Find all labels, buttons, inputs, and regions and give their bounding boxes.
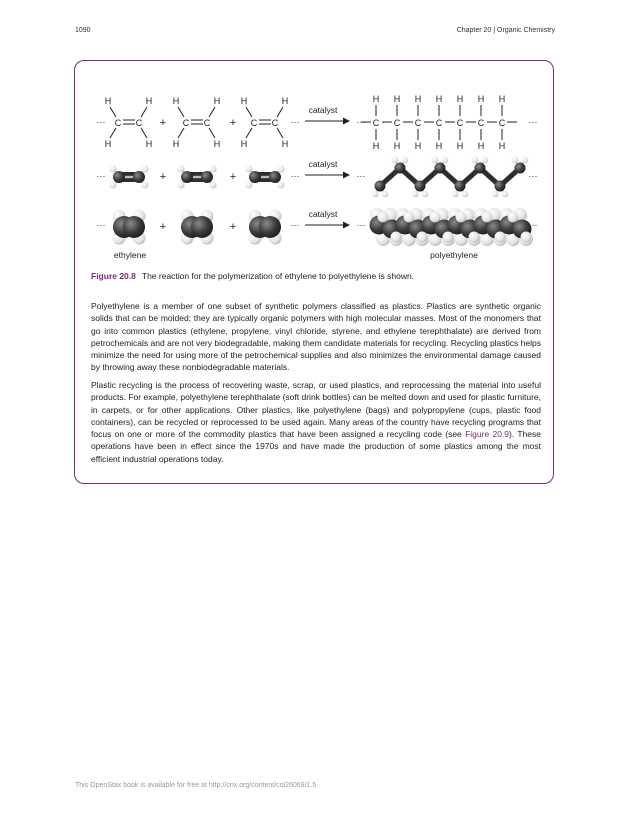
figure-box bbox=[74, 60, 554, 484]
figure-caption-label: Figure 20.8 bbox=[91, 271, 136, 281]
hydrogen-atom: H bbox=[393, 141, 401, 151]
hydrogen-atom bbox=[178, 166, 185, 173]
ellipsis: ··· bbox=[290, 171, 300, 181]
svg-text:H: H bbox=[213, 96, 221, 106]
hydrogen-atom bbox=[452, 191, 459, 198]
ellipsis: ··· bbox=[356, 171, 366, 181]
svg-text:C: C bbox=[271, 118, 279, 128]
carbon-atom: C bbox=[393, 118, 401, 128]
carbon-atom bbox=[133, 171, 145, 183]
svg-text:H: H bbox=[240, 96, 248, 106]
hydrogen-atom bbox=[462, 191, 469, 198]
carbon-atom: C bbox=[477, 118, 485, 128]
carbon-atom bbox=[191, 216, 213, 238]
svg-text:H: H bbox=[281, 139, 289, 149]
svg-text:H: H bbox=[104, 96, 112, 106]
hydrogen-atom bbox=[472, 157, 479, 164]
hydrogen-atom: H bbox=[372, 94, 380, 104]
hydrogen-atom bbox=[417, 232, 428, 243]
hydrogen-atom: H bbox=[477, 94, 485, 104]
carbon-atom: C bbox=[456, 118, 464, 128]
svg-text:C: C bbox=[135, 118, 143, 128]
hydrogen-atom bbox=[372, 191, 379, 198]
polyethylene-ball-stick bbox=[372, 157, 529, 198]
hydrogen-atom bbox=[443, 232, 454, 243]
ethylene-label: ethylene bbox=[113, 250, 147, 260]
svg-text:H: H bbox=[172, 139, 180, 149]
hydrogen-atom bbox=[422, 191, 429, 198]
hydrogen-atom: H bbox=[498, 141, 506, 151]
hydrogen-atom bbox=[432, 157, 439, 164]
catalyst-label: catalyst bbox=[308, 105, 338, 115]
plus-sign: + bbox=[229, 117, 237, 129]
hydrogen-atom: H bbox=[414, 141, 422, 151]
polymerization-figure bbox=[87, 91, 547, 271]
footer-text: This OpenStax book is available for free at http://cnx.org/content/col26069/1.5 bbox=[75, 782, 317, 789]
svg-text:H: H bbox=[172, 96, 180, 106]
ethylene-structure bbox=[173, 96, 221, 149]
carbon-atom: C bbox=[498, 118, 506, 128]
carbon-atom bbox=[415, 181, 426, 192]
plus-sign: + bbox=[159, 117, 167, 129]
ethylene-space-filling bbox=[181, 210, 214, 245]
carbon-atom bbox=[113, 171, 125, 183]
hydrogen-atom bbox=[442, 157, 449, 164]
body-paragraph: Polyethylene is a member of one subset of synthetic polymers classified as plastics. Plastics are synthetic organic solids that can be molded; they are typically organic polymers with high molecular masses. Most of the monomers that go into common plastics (ethylene, propylene, vinyl chloride, styrene, and ethylene terephthalate) are derived from petrochemicals and are not very biodegradable, making them candidate materials for recycling. Recycling plastics helps minimize the need for using more of the petrochemical supplies and also minimizes the environmental damage caused by throwing away these nonbiodegradable materials. bbox=[91, 301, 541, 373]
ethylene-structure bbox=[241, 96, 289, 149]
carbon-atom bbox=[495, 181, 506, 192]
plus-sign: + bbox=[159, 221, 167, 233]
plus-sign: + bbox=[229, 171, 237, 183]
hydrogen-atom bbox=[495, 232, 506, 243]
figure-caption bbox=[91, 271, 414, 281]
svg-text:H: H bbox=[240, 139, 248, 149]
ethylene-ball-stick bbox=[178, 166, 217, 189]
chapter-title: Chapter 20 | Organic Chemistry bbox=[456, 27, 555, 34]
hydrogen-atom: H bbox=[372, 141, 380, 151]
svg-text:H: H bbox=[281, 96, 289, 106]
svg-text:C: C bbox=[182, 118, 190, 128]
ellipsis: ··· bbox=[96, 220, 106, 230]
ellipsis: ··· bbox=[96, 117, 106, 127]
hydrogen-atom bbox=[246, 182, 253, 189]
svg-text:H: H bbox=[145, 96, 153, 106]
hydrogen-atom: H bbox=[498, 94, 506, 104]
hydrogen-atom bbox=[482, 157, 489, 164]
hydrogen-atom: H bbox=[435, 141, 443, 151]
hydrogen-atom bbox=[430, 212, 441, 223]
svg-text:C: C bbox=[250, 118, 258, 128]
hydrogen-atom bbox=[278, 182, 285, 189]
structural-row bbox=[97, 94, 538, 151]
ethylene-space-filling bbox=[249, 210, 282, 245]
ellipsis: ··· bbox=[96, 171, 106, 181]
ellipsis: ··· bbox=[528, 220, 538, 230]
catalyst-label: catalyst bbox=[308, 209, 338, 219]
catalyst-label: catalyst bbox=[308, 159, 338, 169]
ellipsis: ··· bbox=[528, 117, 538, 127]
hydrogen-atom bbox=[142, 182, 149, 189]
hydrogen-atom bbox=[402, 157, 409, 164]
carbon-atom bbox=[123, 216, 145, 238]
svg-text:C: C bbox=[114, 118, 122, 128]
hydrogen-atom bbox=[508, 212, 519, 223]
hydrogen-atom bbox=[210, 182, 217, 189]
page-number: 1090 bbox=[75, 27, 91, 34]
plus-sign: + bbox=[229, 221, 237, 233]
hydrogen-atom: H bbox=[456, 94, 464, 104]
polyethylene-label: polyethylene bbox=[430, 250, 478, 260]
hydrogen-atom bbox=[142, 166, 149, 173]
carbon-atom bbox=[259, 216, 281, 238]
figure-link[interactable]: Figure 20.9 bbox=[465, 429, 510, 440]
hydrogen-atom bbox=[110, 182, 117, 189]
hydrogen-atom bbox=[382, 191, 389, 198]
ethylene-space-filling bbox=[113, 210, 146, 245]
plus-sign: + bbox=[159, 171, 167, 183]
hydrogen-atom bbox=[492, 191, 499, 198]
hydrogen-atom bbox=[246, 166, 253, 173]
polyethylene-structure bbox=[361, 94, 517, 151]
carbon-atom: C bbox=[435, 118, 443, 128]
hydrogen-atom bbox=[521, 232, 532, 243]
carbon-atom bbox=[455, 181, 466, 192]
ethylene-ball-stick bbox=[110, 166, 149, 189]
hydrogen-atom: H bbox=[477, 141, 485, 151]
hydrogen-atom bbox=[378, 212, 389, 223]
hydrogen-atom: H bbox=[456, 141, 464, 151]
carbon-atom bbox=[201, 171, 213, 183]
hydrogen-atom bbox=[456, 212, 467, 223]
ellipsis: ··· bbox=[528, 171, 538, 181]
carbon-atom bbox=[249, 171, 261, 183]
hydrogen-atom bbox=[404, 212, 415, 223]
hydrogen-atom bbox=[110, 166, 117, 173]
carbon-atom bbox=[375, 181, 386, 192]
hydrogen-atom: H bbox=[393, 94, 401, 104]
figure-caption-text: The reaction for the polymerization of ethylene to polyethylene is shown. bbox=[141, 271, 415, 281]
hydrogen-atom bbox=[502, 191, 509, 198]
ellipsis: ··· bbox=[290, 117, 300, 127]
hydrogen-atom bbox=[512, 157, 519, 164]
ellipsis: ··· bbox=[356, 117, 366, 127]
ethylene-structure bbox=[105, 96, 153, 149]
svg-text:H: H bbox=[213, 139, 221, 149]
hydrogen-atom bbox=[392, 157, 399, 164]
hydrogen-atom bbox=[469, 232, 480, 243]
hydrogen-atom bbox=[210, 166, 217, 173]
hydrogen-atom bbox=[412, 191, 419, 198]
carbon-atom bbox=[269, 171, 281, 183]
carbon-atom: C bbox=[372, 118, 380, 128]
carbon-atom bbox=[435, 163, 446, 174]
hydrogen-atom bbox=[391, 232, 402, 243]
body-paragraph: Plastic recycling is the process of recovering waste, scrap, or used plastics, and reprocessing the material into useful products. For example, polyethylene terephthalate (soft drink bottles) can be melted down and used for plastic furniture, in carpets, or for other applications. Other plastics, like polyethylene (bags) and polypropylene (cups, plastic food containers), can be recycled or reprocessed to be used again. Many areas of the country have recycling programs that focus on one or more of the commodity plastics that have been assigned a recycling code (see Figure 20.9). These operations have been in effect since the 1970s and have made the production of some plastics among the most efficient industrial operations today. bbox=[91, 380, 541, 464]
polyethylene-space-filling bbox=[370, 208, 534, 246]
svg-text:H: H bbox=[145, 139, 153, 149]
hydrogen-atom: H bbox=[435, 94, 443, 104]
carbon-atom bbox=[515, 163, 526, 174]
hydrogen-atom bbox=[178, 182, 185, 189]
carbon-atom bbox=[181, 171, 193, 183]
ball-and-stick-row bbox=[97, 157, 538, 198]
carbon-atom bbox=[395, 163, 406, 174]
ethylene-ball-stick bbox=[246, 166, 285, 189]
ellipsis: ··· bbox=[356, 220, 366, 230]
hydrogen-atom bbox=[482, 212, 493, 223]
carbon-atom: C bbox=[414, 118, 422, 128]
hydrogen-atom bbox=[278, 166, 285, 173]
svg-text:C: C bbox=[203, 118, 211, 128]
hydrogen-atom bbox=[522, 157, 529, 164]
hydrogen-atom: H bbox=[414, 94, 422, 104]
svg-text:H: H bbox=[104, 139, 112, 149]
space-filling-row bbox=[97, 208, 538, 260]
ellipsis: ··· bbox=[290, 220, 300, 230]
carbon-atom bbox=[475, 163, 486, 174]
